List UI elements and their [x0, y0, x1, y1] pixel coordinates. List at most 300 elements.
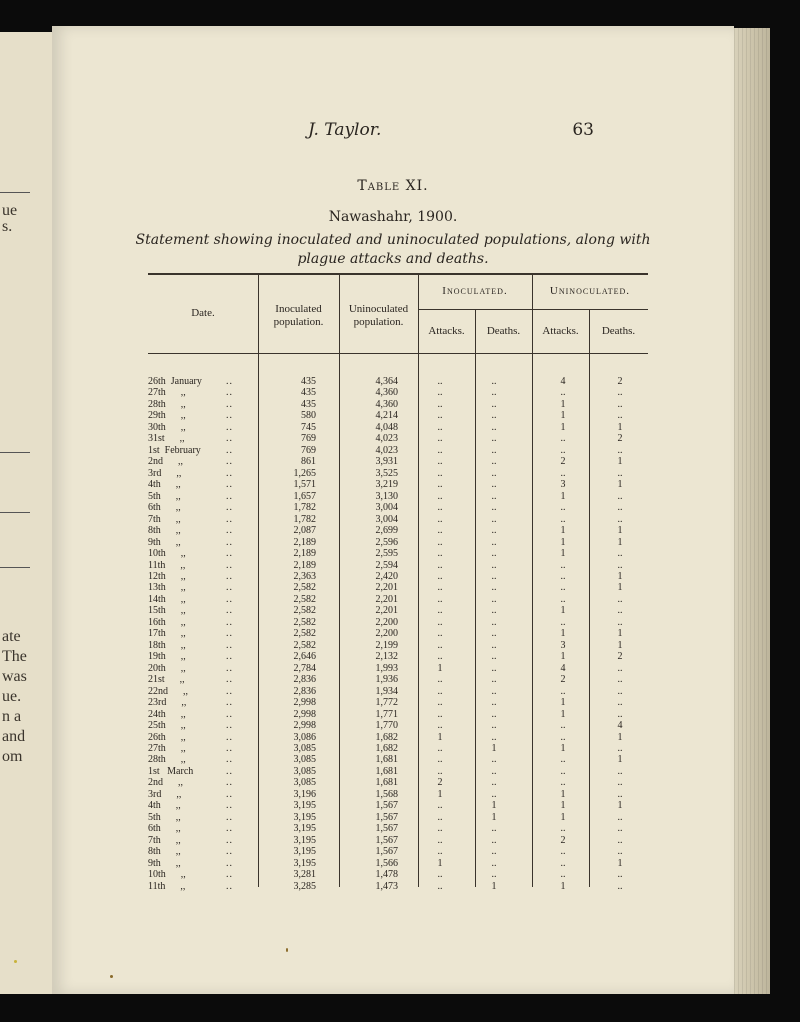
dot-leader: .. [226, 674, 233, 686]
cell-uninoculated-population: 1,567 [375, 834, 398, 846]
cell-date: 24th ,, [148, 708, 186, 720]
cell-date: 5th ,, [148, 811, 181, 823]
cell-inoculated-population: 580 [301, 410, 316, 422]
cell-uninoculated-deaths: .. [617, 467, 623, 479]
cell-inoculated-attacks: .. [437, 628, 443, 640]
cell-uninoculated-population: 1,567 [375, 823, 398, 835]
cell-inoculated-population: 2,582 [293, 605, 316, 617]
cell-date: 14th ,, [148, 593, 186, 605]
cell-inoculated-deaths: .. [491, 433, 497, 445]
cell-inoculated-deaths: 1 [491, 800, 497, 812]
cell-uninoculated-attacks: .. [560, 582, 566, 594]
cell-uninoculated-deaths: .. [617, 502, 623, 514]
cell-uninoculated-population: 1,681 [375, 777, 398, 789]
header-line: population. [273, 316, 324, 328]
cell-inoculated-population: 3,086 [293, 731, 316, 743]
cell-inoculated-attacks: .. [437, 811, 443, 823]
cell-uninoculated-deaths: 2 [617, 376, 623, 387]
cell-inoculated-deaths: .. [491, 502, 497, 514]
dot-leader: .. [226, 869, 233, 881]
cell-inoculated-deaths: .. [491, 777, 497, 789]
header-inoculated-deaths: Deaths. [486, 325, 521, 337]
dot-leader: .. [226, 421, 233, 433]
header-uninoculated-attacks: Attacks. [542, 325, 579, 337]
left-page-rule [0, 192, 30, 193]
cell-uninoculated-population: 2,699 [375, 525, 398, 537]
cell-inoculated-deaths: .. [491, 490, 497, 502]
cell-uninoculated-deaths: .. [617, 788, 623, 800]
cell-inoculated-attacks: .. [437, 605, 443, 617]
cell-inoculated-population: 1,571 [293, 479, 316, 491]
cell-uninoculated-population: 3,004 [375, 513, 398, 525]
cell-inoculated-population: 2,189 [293, 536, 316, 548]
cell-uninoculated-deaths: .. [617, 674, 623, 686]
cell-date: 2nd ,, [148, 777, 183, 789]
header-inoculated-attacks: Attacks. [428, 325, 465, 337]
paper-speck [286, 948, 288, 952]
paper-speck [110, 975, 113, 978]
table-row [148, 525, 648, 536]
cell-uninoculated-deaths: .. [617, 490, 623, 502]
cell-uninoculated-population: 4,023 [375, 444, 398, 456]
cell-inoculated-deaths: .. [491, 456, 497, 468]
running-head-author: J. Taylor. [308, 120, 382, 140]
cell-date: 7th ,, [148, 513, 181, 525]
cell-inoculated-attacks: .. [437, 387, 443, 399]
table-row [148, 881, 648, 892]
header-line: population. [353, 316, 404, 328]
table-row [148, 617, 648, 628]
cell-uninoculated-deaths: .. [617, 697, 623, 709]
cell-uninoculated-deaths: .. [617, 559, 623, 571]
cell-uninoculated-deaths: .. [617, 880, 623, 892]
table-row [148, 812, 648, 823]
cell-uninoculated-deaths: .. [617, 513, 623, 525]
cell-uninoculated-attacks: 1 [560, 605, 566, 617]
dot-leader: .. [226, 639, 233, 651]
dot-leader: .. [226, 811, 233, 823]
cell-inoculated-attacks: .. [437, 376, 443, 387]
table-row [148, 422, 648, 433]
cell-inoculated-population: 3,085 [293, 765, 316, 777]
cell-uninoculated-population: 1,566 [375, 857, 398, 869]
header-uninoculated-group: Uninoculated. [549, 285, 631, 297]
page-stack-edge [734, 28, 770, 994]
cell-date: 21st ,, [148, 674, 185, 686]
cell-uninoculated-deaths: 1 [617, 421, 623, 433]
cell-date: 10th ,, [148, 869, 186, 881]
cell-uninoculated-population: 2,201 [375, 605, 398, 617]
table-row [148, 640, 648, 651]
cell-uninoculated-attacks: .. [560, 765, 566, 777]
dot-leader: .. [226, 559, 233, 571]
cell-uninoculated-deaths: 2 [617, 651, 623, 663]
cell-inoculated-deaths: .. [491, 513, 497, 525]
cell-inoculated-attacks: 1 [437, 662, 443, 674]
cell-date: 8th ,, [148, 525, 181, 537]
cell-inoculated-population: 3,085 [293, 743, 316, 754]
dot-leader: .. [226, 697, 233, 709]
cell-uninoculated-population: 1,567 [375, 811, 398, 823]
cell-inoculated-deaths: .. [491, 570, 497, 582]
cell-inoculated-population: 2,582 [293, 616, 316, 628]
cell-uninoculated-deaths: 1 [617, 754, 623, 766]
cell-date: 29th ,, [148, 410, 186, 422]
cell-uninoculated-attacks: 1 [560, 651, 566, 663]
cell-inoculated-attacks: .. [437, 548, 443, 560]
cell-uninoculated-attacks: 1 [560, 421, 566, 433]
cell-inoculated-deaths: .. [491, 731, 497, 743]
cell-inoculated-attacks: 1 [437, 857, 443, 869]
left-page-rule [0, 452, 30, 453]
table-row [148, 445, 648, 456]
cell-inoculated-population: 2,998 [293, 720, 316, 732]
cell-uninoculated-attacks: .. [560, 857, 566, 869]
book-page [52, 26, 734, 994]
table-row [148, 651, 648, 662]
cell-date: 27th ,, [148, 387, 186, 399]
left-page-edge [0, 32, 54, 994]
cell-inoculated-attacks: .. [437, 754, 443, 766]
cell-date: 22nd ,, [148, 685, 188, 697]
cell-inoculated-attacks: 1 [437, 731, 443, 743]
cell-uninoculated-attacks: 1 [560, 788, 566, 800]
table-row [148, 433, 648, 444]
cell-inoculated-deaths: .. [491, 582, 497, 594]
cell-inoculated-attacks: .. [437, 479, 443, 491]
cell-inoculated-population: 3,195 [293, 811, 316, 823]
table-row [148, 399, 648, 410]
cell-inoculated-attacks: .. [437, 651, 443, 663]
table-caption [52, 231, 734, 269]
cell-inoculated-deaths: .. [491, 674, 497, 686]
header-line: Uninoculated [348, 303, 409, 315]
table-row [148, 628, 648, 639]
cell-uninoculated-population: 1,772 [375, 697, 398, 709]
cell-uninoculated-population: 4,214 [375, 410, 398, 422]
cell-date: 23rd ,, [148, 697, 187, 709]
cell-uninoculated-deaths: .. [617, 616, 623, 628]
cell-inoculated-deaths: .. [491, 708, 497, 720]
cell-inoculated-population: 2,784 [293, 662, 316, 674]
cell-inoculated-attacks: .. [437, 697, 443, 709]
cell-uninoculated-deaths: .. [617, 708, 623, 720]
caption-line: plague attacks and deaths. [297, 251, 489, 267]
cell-uninoculated-population: 1,770 [375, 720, 398, 732]
cell-date: 12th ,, [148, 570, 186, 582]
table-row [148, 582, 648, 593]
cell-inoculated-population: 769 [301, 444, 316, 456]
table-row [148, 594, 648, 605]
cell-uninoculated-population: 2,200 [375, 616, 398, 628]
table-row [148, 686, 648, 697]
cell-inoculated-population: 2,087 [293, 525, 316, 537]
cell-inoculated-population: 1,657 [293, 490, 316, 502]
cell-uninoculated-deaths: .. [617, 777, 623, 789]
cell-date: 20th ,, [148, 662, 186, 674]
cell-inoculated-attacks: .. [437, 536, 443, 548]
cell-inoculated-population: 2,836 [293, 685, 316, 697]
cell-uninoculated-population: 3,219 [375, 479, 398, 491]
cell-date: 13th ,, [148, 582, 186, 594]
table-label: Table XI. [357, 178, 429, 194]
cell-date: 1st February [148, 444, 201, 456]
cell-uninoculated-attacks: .. [560, 593, 566, 605]
cell-date: 7th ,, [148, 834, 181, 846]
cell-inoculated-attacks: .. [437, 616, 443, 628]
cell-inoculated-deaths: .. [491, 662, 497, 674]
cell-uninoculated-attacks: .. [560, 823, 566, 835]
table-row [148, 479, 648, 490]
dot-leader: .. [226, 525, 233, 537]
cell-date: 17th ,, [148, 628, 186, 640]
left-page-fragment: n a [2, 708, 22, 725]
cell-date: 26th ,, [148, 731, 186, 743]
header-inoculated-group: Inoculated. [442, 285, 508, 297]
cell-date: 4th ,, [148, 479, 181, 491]
cell-uninoculated-population: 3,525 [375, 467, 398, 479]
left-page-fragment: s. [2, 218, 13, 235]
cell-inoculated-population: 1,782 [293, 502, 316, 514]
cell-inoculated-population: 3,285 [293, 880, 316, 892]
cell-inoculated-population: 2,189 [293, 559, 316, 571]
cell-date: 28th ,, [148, 398, 186, 410]
cell-date: 2nd ,, [148, 456, 183, 468]
table-row [148, 869, 648, 880]
cell-inoculated-population: 769 [301, 433, 316, 445]
table-row [148, 456, 648, 467]
cell-inoculated-deaths: .. [491, 834, 497, 846]
cell-inoculated-deaths: .. [491, 869, 497, 881]
cell-uninoculated-attacks: 3 [560, 479, 566, 491]
cell-date: 9th ,, [148, 857, 181, 869]
cell-uninoculated-deaths: 1 [617, 857, 623, 869]
dot-leader: .. [226, 834, 233, 846]
cell-inoculated-population: 3,281 [293, 869, 316, 881]
cell-date: 6th ,, [148, 502, 181, 514]
data-table [148, 273, 648, 892]
cell-uninoculated-deaths: 1 [617, 628, 623, 640]
cell-uninoculated-deaths: 4 [617, 720, 623, 732]
cell-uninoculated-attacks: 1 [560, 490, 566, 502]
header-inoculated-population [258, 303, 339, 329]
cell-inoculated-attacks: .. [437, 421, 443, 433]
cell-uninoculated-population: 1,567 [375, 800, 398, 812]
cell-uninoculated-deaths: 1 [617, 479, 623, 491]
cell-uninoculated-population: 1,936 [375, 674, 398, 686]
cell-uninoculated-attacks: .. [560, 869, 566, 881]
dot-leader: .. [226, 387, 233, 399]
cell-uninoculated-attacks: .. [560, 731, 566, 743]
cell-uninoculated-population: 1,681 [375, 754, 398, 766]
dot-leader: .. [226, 479, 233, 491]
cell-uninoculated-deaths: .. [617, 811, 623, 823]
cell-inoculated-population: 3,196 [293, 788, 316, 800]
cell-uninoculated-deaths: 1 [617, 582, 623, 594]
dot-leader: .. [226, 536, 233, 548]
cell-date: 10th ,, [148, 548, 186, 560]
cell-uninoculated-population: 2,596 [375, 536, 398, 548]
cell-uninoculated-attacks: 1 [560, 811, 566, 823]
cell-uninoculated-population: 2,595 [375, 548, 398, 560]
cell-inoculated-population: 3,085 [293, 754, 316, 766]
cell-inoculated-deaths: .. [491, 639, 497, 651]
cell-uninoculated-deaths: .. [617, 834, 623, 846]
cell-date: 1st March [148, 765, 194, 777]
cell-inoculated-deaths: .. [491, 536, 497, 548]
cell-inoculated-population: 1,265 [293, 467, 316, 479]
cell-inoculated-deaths: .. [491, 720, 497, 732]
cell-inoculated-deaths: .. [491, 479, 497, 491]
cell-uninoculated-attacks: 2 [560, 456, 566, 468]
table-body [148, 376, 648, 892]
dot-leader: .. [226, 651, 233, 663]
dot-leader: .. [226, 743, 233, 754]
table-row [148, 720, 648, 731]
cell-inoculated-attacks: 2 [437, 777, 443, 789]
cell-inoculated-attacks: .. [437, 570, 443, 582]
header-uninoculated-deaths: Deaths. [601, 325, 636, 337]
dot-leader: .. [226, 880, 233, 892]
cell-uninoculated-attacks: 4 [560, 662, 566, 674]
cell-inoculated-population: 435 [301, 376, 316, 387]
cell-uninoculated-population: 1,771 [375, 708, 398, 720]
table-row [148, 376, 648, 387]
cell-uninoculated-attacks: 2 [560, 674, 566, 686]
cell-inoculated-deaths: 1 [491, 743, 497, 754]
table-row [148, 858, 648, 869]
dot-leader: .. [226, 628, 233, 640]
cell-inoculated-deaths: .. [491, 559, 497, 571]
table-row [148, 491, 648, 502]
cell-inoculated-deaths: .. [491, 685, 497, 697]
cell-uninoculated-attacks: 1 [560, 628, 566, 640]
dot-leader: .. [226, 398, 233, 410]
dot-leader: .. [226, 582, 233, 594]
cell-date: 30th ,, [148, 421, 186, 433]
cell-date: 18th ,, [148, 639, 186, 651]
cell-inoculated-deaths: .. [491, 467, 497, 479]
table-row [148, 754, 648, 765]
cell-inoculated-attacks: .. [437, 593, 443, 605]
left-page-rule [0, 512, 30, 513]
cell-uninoculated-attacks: .. [560, 846, 566, 858]
cell-inoculated-deaths: .. [491, 444, 497, 456]
cell-inoculated-population: 435 [301, 387, 316, 399]
table-row [148, 743, 648, 754]
dot-leader: .. [226, 548, 233, 560]
cell-inoculated-deaths: .. [491, 628, 497, 640]
cell-uninoculated-attacks: .. [560, 559, 566, 571]
cell-inoculated-attacks: .. [437, 444, 443, 456]
cell-uninoculated-attacks: .. [560, 513, 566, 525]
cell-inoculated-attacks: .. [437, 433, 443, 445]
cell-uninoculated-deaths: .. [617, 823, 623, 835]
cell-inoculated-population: 3,195 [293, 834, 316, 846]
left-page-fragment: was [2, 668, 27, 685]
dot-leader: .. [226, 777, 233, 789]
cell-inoculated-attacks: .. [437, 823, 443, 835]
cell-uninoculated-population: 2,199 [375, 639, 398, 651]
dot-leader: .. [226, 823, 233, 835]
cell-uninoculated-deaths: .. [617, 387, 623, 399]
cell-inoculated-attacks: .. [437, 513, 443, 525]
dot-leader: .. [226, 788, 233, 800]
header-uninoculated-population [339, 303, 418, 329]
dot-leader: .. [226, 731, 233, 743]
cell-uninoculated-attacks: .. [560, 754, 566, 766]
cell-uninoculated-attacks: 1 [560, 880, 566, 892]
cell-uninoculated-deaths: .. [617, 605, 623, 617]
cell-date: 6th ,, [148, 823, 181, 835]
cell-date: 27th ,, [148, 743, 186, 754]
cell-uninoculated-population: 4,048 [375, 421, 398, 433]
cell-uninoculated-attacks: 1 [560, 536, 566, 548]
dot-leader: .. [226, 410, 233, 422]
cell-uninoculated-attacks: .. [560, 570, 566, 582]
cell-inoculated-deaths: .. [491, 846, 497, 858]
cell-uninoculated-attacks: .. [560, 720, 566, 732]
dot-leader: .. [226, 593, 233, 605]
cell-uninoculated-deaths: 2 [617, 433, 623, 445]
cell-uninoculated-attacks: 1 [560, 697, 566, 709]
dot-leader: .. [226, 846, 233, 858]
dot-leader: .. [226, 720, 233, 732]
cell-uninoculated-attacks: 3 [560, 639, 566, 651]
cell-uninoculated-deaths: .. [617, 410, 623, 422]
cell-uninoculated-deaths: 1 [617, 639, 623, 651]
cell-inoculated-population: 2,998 [293, 708, 316, 720]
table-top-rule [148, 273, 648, 275]
cell-inoculated-attacks: .. [437, 880, 443, 892]
cell-inoculated-attacks: .. [437, 685, 443, 697]
cell-date: 11th ,, [148, 559, 186, 571]
cell-uninoculated-population: 3,130 [375, 490, 398, 502]
table-row [148, 410, 648, 421]
cell-inoculated-attacks: .. [437, 559, 443, 571]
cell-inoculated-attacks: .. [437, 869, 443, 881]
cell-date: 16th ,, [148, 616, 186, 628]
cell-date: 3rd ,, [148, 467, 182, 479]
left-page-fragment: om [2, 748, 23, 765]
cell-uninoculated-attacks: 2 [560, 834, 566, 846]
cell-uninoculated-attacks: 4 [560, 376, 566, 387]
cell-inoculated-population: 745 [301, 421, 316, 433]
dot-leader: .. [226, 467, 233, 479]
cell-inoculated-attacks: .. [437, 743, 443, 754]
cell-inoculated-attacks: .. [437, 467, 443, 479]
cell-inoculated-deaths: .. [491, 765, 497, 777]
cell-uninoculated-attacks: .. [560, 433, 566, 445]
cell-inoculated-population: 2,363 [293, 570, 316, 582]
dot-leader: .. [226, 616, 233, 628]
table-row [148, 709, 648, 720]
table-row [148, 789, 648, 800]
cell-uninoculated-population: 2,132 [375, 651, 398, 663]
cell-uninoculated-deaths: .. [617, 846, 623, 858]
cell-date: 4th ,, [148, 800, 181, 812]
dot-leader: .. [226, 754, 233, 766]
table-row [148, 502, 648, 513]
table-row [148, 674, 648, 685]
dot-leader: .. [226, 502, 233, 514]
header-bottom-rule [148, 353, 648, 354]
cell-uninoculated-attacks: 1 [560, 410, 566, 422]
table-row [148, 548, 648, 559]
cell-uninoculated-deaths: .. [617, 444, 623, 456]
table-row [148, 663, 648, 674]
cell-uninoculated-population: 3,931 [375, 456, 398, 468]
